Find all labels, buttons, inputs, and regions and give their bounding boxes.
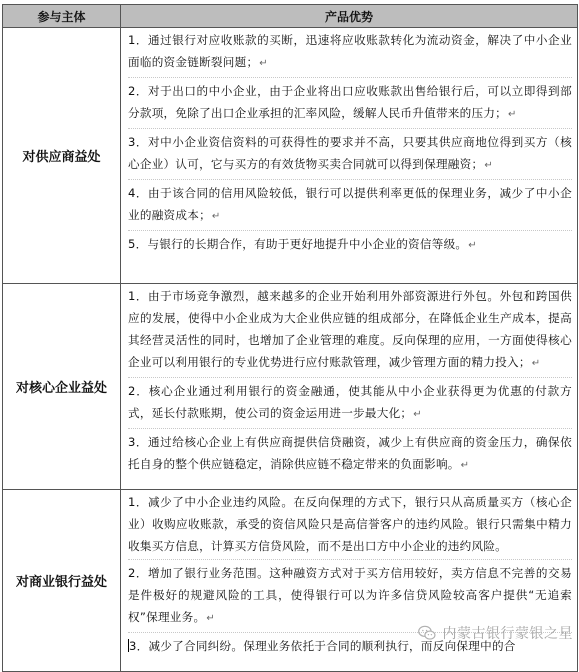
row-advantages <box>121 28 578 284</box>
advantage-item: 1．通过银行对应收账款的买断，迅速将应收账款转化为流动资金，解决了中小企业面临的资金链断裂问题；↵ <box>128 29 572 78</box>
table-row <box>3 28 578 284</box>
advantage-item: 3．减少了合同纠纷。保理业务依托于合同的顺利执行，而反向保理中的合 <box>129 639 516 653</box>
paragraph-mark-icon: ↵ <box>484 160 493 171</box>
paragraph-mark-icon: ↵ <box>508 109 517 120</box>
paragraph-mark-icon: ↵ <box>206 613 215 624</box>
paragraph-mark-icon: ↵ <box>259 58 268 69</box>
row-advantages <box>121 284 578 490</box>
table-header-row <box>3 5 578 28</box>
paragraph-mark-icon: ↵ <box>460 460 470 471</box>
advantage-item: 5．与银行的长期合作，有助于更好地提升中小企业的资信等级。↵ <box>128 237 477 251</box>
watermark <box>417 623 574 643</box>
header-participant: 参与主体 <box>3 5 121 28</box>
advantage-item: 1．减少了中小企业违约风险。在反向保理的方式下，银行只从高质量买方（核心企业）收购应收账款，承受的资信风险只是高信誉客户的违约风险。银行只需集中精力收集买方信息，计算买方信贷风险，而不是出口方中小企业的违约风险。 <box>128 491 572 560</box>
row-advantages <box>121 490 578 672</box>
paragraph-mark-icon: ↵ <box>413 409 422 420</box>
wechat-icon <box>417 623 437 643</box>
product-advantage-table <box>2 4 578 672</box>
advantage-item: 3．通过给核心企业上有供应商提供信贷融资，减少上有供应商的资金压力，确保依托自身的整个供应链稳定，消除供应链不稳定带来的负面影响。↵ <box>128 435 572 471</box>
advantage-item: 2．对于出口的中小企业，由于企业将出口应收账款出售给银行后，可以立即得到部分款项，免除了出口企业承担的汇率风险，缓解人民币升值带来的压力；↵ <box>128 80 572 129</box>
paragraph-mark-icon: ↵ <box>211 211 221 222</box>
paragraph-mark-icon: ↵ <box>468 240 477 251</box>
row-subject: 对核心企业益处 <box>3 284 121 490</box>
table-row <box>3 490 578 672</box>
advantage-item: 2．核心企业通过利用银行的资金融通，使其能从中小企业获得更为优惠的付款方式，延长付款账期，使公司的资金运用进一步最大化；↵ <box>128 380 572 429</box>
row-subject: 对供应商益处 <box>3 28 121 284</box>
row-subject: 对商业银行益处 <box>3 490 121 672</box>
advantage-item: 1．由于市场竞争激烈，越来越多的企业开始利用外部资源进行外包。外包和跨国供应的发展，使得中小企业成为大企业供应链的组成部分，在降低企业生产成本，提高其经营灵活性的同时，也增加了企业管理的难度。反向保理的应用，一方面使得核心企业可以利用银行的专业优势进行应付账款管理，减少管理方面的精力投入；↵ <box>128 285 572 378</box>
watermark-text: 内蒙古银行蒙银之星 <box>442 626 573 642</box>
advantage-item: 4．由于该合同的信用风险较低，银行可以提供利率更低的保理业务，减少了中小企业的融资成本；↵ <box>128 182 572 231</box>
paragraph-mark-icon: ↵ <box>531 358 541 369</box>
advantage-item: 2．增加了银行业务范围。这种融资方式对于买方信用较好，卖方信息不完善的交易是件极好的规避风险的工具，使得银行可以为许多信贷风险较高客户提供“无追索权”保理业务。↵ <box>128 562 572 633</box>
table-row <box>3 284 578 490</box>
header-advantage: 产品优势 <box>121 5 578 28</box>
advantage-item: 3．对中小企业资信资料的可获得性的要求并不高，只要其供应商地位得到买方（核心企业）认可，它与买方的有效货物买卖合同就可以得到保理融资；↵ <box>128 131 572 180</box>
